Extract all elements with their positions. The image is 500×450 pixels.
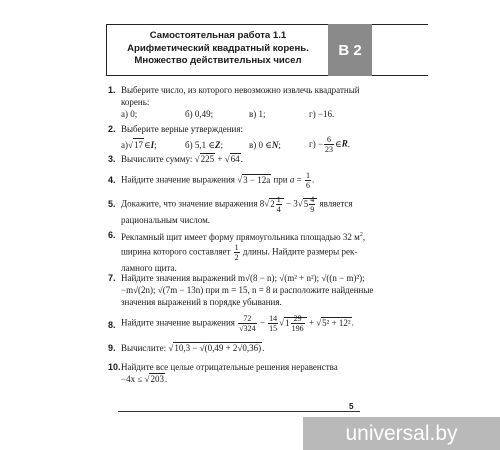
- fraction: [268, 314, 278, 333]
- whole-part: 1: [285, 317, 290, 328]
- task-text-row: Найдите значение выражения $\frac{72}{√324}$ − $\frac{14}{15}$ √1 $\frac{29}{196}$ + √5² + 12².: [121, 314, 354, 333]
- option-a: а) 0;: [121, 109, 138, 119]
- numerator: 1: [234, 243, 239, 252]
- footer-rule: [118, 411, 360, 412]
- radicand: 64: [230, 154, 240, 164]
- punct: .: [311, 174, 315, 185]
- radicand: 225: [200, 154, 215, 164]
- fraction: [309, 195, 315, 214]
- set-symbol: Z: [215, 139, 221, 150]
- task-text-line2: −m√(2n); √(7m − 13n) при m = 15, n = 8 и расположите найденные: [121, 285, 374, 295]
- punct: ,: [362, 232, 366, 242]
- task-number: 10.: [108, 362, 121, 372]
- whole-part: 5: [303, 198, 309, 209]
- denominator: 15: [269, 324, 278, 333]
- task-2: [108, 123, 380, 154]
- radicand: 203: [150, 374, 164, 384]
- task-10: [108, 361, 380, 385]
- denominator: 6: [305, 181, 310, 190]
- radicand: 5² + 12²: [322, 317, 351, 328]
- header-line-2: Арифметический квадратный корень.: [127, 42, 309, 54]
- header-title: [107, 30, 329, 68]
- task-number: 7.: [108, 273, 116, 283]
- numerator: 14: [269, 314, 278, 323]
- task-text-row: Вычислите сумму: √225 + √64.: [121, 154, 243, 164]
- radicand: 10,3 − √(0,49 + 2√0,36): [174, 343, 262, 353]
- fraction: [324, 135, 334, 154]
- punct: .: [351, 317, 354, 328]
- task-text-row: Докажите, что значение выражения 8√2 $\frac{1}{4}$ − 3√5 $\frac{4}{9}$ является: [121, 195, 353, 214]
- task-text: Вычислите:: [121, 343, 169, 353]
- task-text-line1: Найдите значения выражений m√(8 − n); √(m² + n²); √((n − m)²);: [121, 273, 365, 283]
- numerator: 4: [310, 195, 315, 204]
- radicand: [303, 195, 318, 214]
- set-symbol: I: [150, 140, 155, 150]
- punct: .: [262, 343, 265, 353]
- punct: ;: [220, 139, 224, 150]
- watermark: universal.by: [303, 417, 500, 450]
- option-c: в) 1;: [249, 109, 266, 119]
- punct: .: [240, 154, 243, 164]
- task-text: Вычислите сумму:: [121, 154, 195, 164]
- task-text-row: Вычислите: √10,3 − √(0,49 + 2√0,36).: [121, 343, 265, 353]
- punct: .: [347, 138, 350, 149]
- task-text-row: Найдите значение выражения √3 − 12a при a = $\frac{1}{6}$ .: [121, 171, 315, 190]
- task-9: [108, 342, 380, 354]
- task-text: Докажите, что значение выражения 8: [121, 198, 265, 209]
- operator: −: [257, 317, 268, 328]
- task-number: 5.: [108, 199, 116, 209]
- numerator: 1: [276, 195, 281, 204]
- option-d-label: г) −: [309, 138, 324, 149]
- task-5: [108, 195, 380, 226]
- task-number: 3.: [108, 154, 116, 164]
- header-line-3: Множество действительных чисел: [134, 55, 302, 66]
- task-text: ширина которого составляет: [121, 246, 233, 257]
- option-a-label: а): [121, 140, 128, 150]
- variable: a: [289, 174, 295, 185]
- task-text-mid: при: [271, 174, 290, 185]
- task-text: Найдите значение выражения: [121, 174, 238, 185]
- task-3: [108, 153, 380, 165]
- task-text: Найдите значение выражения: [121, 317, 238, 328]
- operator: +: [306, 317, 317, 328]
- numerator: 6: [324, 135, 334, 145]
- task-text: Найдите все целые отрицательные решения неравенства: [121, 362, 338, 372]
- header-line-1: Самостоятельная работа 1.1: [149, 30, 287, 41]
- task-number: 1.: [108, 85, 116, 95]
- superscript: 2: [359, 232, 363, 238]
- task-number: 4.: [108, 175, 116, 185]
- denominator: 9: [310, 205, 315, 214]
- radicand: 17: [133, 140, 143, 150]
- task-options: [121, 135, 380, 154]
- operator: − 3: [283, 198, 298, 209]
- option-b-label: б) 5,1 ∈: [185, 139, 215, 150]
- option-d-rel: ∈: [335, 138, 342, 149]
- task-number: 9.: [108, 343, 116, 353]
- operator: =: [294, 174, 304, 185]
- task-1: [108, 84, 380, 120]
- task-text-line2: рациональным числом.: [121, 215, 211, 225]
- task-text-row: [121, 229, 380, 243]
- fraction: [291, 314, 305, 333]
- option-c: [249, 139, 309, 151]
- task-text-line3: ламного щита.: [121, 263, 177, 273]
- denominator: √324: [239, 324, 256, 333]
- denominator: 23: [325, 145, 334, 154]
- operator: +: [215, 154, 225, 164]
- punct: ;: [278, 139, 281, 150]
- whole-part: 2: [270, 198, 275, 209]
- task-4: [108, 171, 380, 190]
- task-7: [108, 272, 380, 308]
- radicand: 3 − 12a: [243, 174, 271, 185]
- fraction: [305, 171, 311, 190]
- denominator: 196: [291, 324, 304, 333]
- task-number: 8.: [108, 320, 116, 330]
- task-text: Выберите число, из которого невозможно извлечь квадратный корень:: [121, 85, 360, 107]
- option-b: [185, 139, 249, 151]
- option-b: б) 0,49;: [185, 109, 214, 119]
- task-number: 2.: [108, 124, 116, 134]
- numerator: 1: [305, 171, 310, 180]
- task-text-row2: −4x ≤ √203.: [121, 374, 168, 384]
- set-symbol: N: [271, 139, 279, 150]
- numerator: 72: [238, 314, 256, 324]
- task-text: Выберите верные утверждения:: [121, 124, 243, 134]
- option-d: [309, 135, 350, 154]
- punct: .: [164, 374, 168, 384]
- set-symbol: R: [341, 138, 348, 149]
- variant-badge: В 2: [328, 24, 372, 76]
- punct: ;: [154, 140, 157, 150]
- task-text-cont: длины. Найдите размеры рек-: [240, 246, 358, 257]
- task-text-row2: [121, 243, 380, 262]
- task-options: [121, 108, 380, 120]
- denominator: 4: [276, 205, 281, 214]
- task-text-line3: значения выражений в порядке убывания.: [121, 297, 282, 307]
- fraction: [234, 243, 240, 262]
- fraction: [276, 195, 282, 214]
- header-box: [106, 24, 428, 76]
- option-c-label: в) 0 ∈: [249, 139, 272, 150]
- option-d: г) −16.: [309, 109, 335, 119]
- task-number: 6.: [108, 230, 116, 240]
- task-text: Рекламный щит имеет форму прямоугольника площадью 32 м: [121, 232, 360, 242]
- fraction: [238, 314, 256, 333]
- task-text-end: является: [317, 198, 353, 209]
- page-number: 5: [349, 402, 354, 411]
- radicand: [269, 195, 284, 214]
- task-6: [108, 229, 380, 274]
- task-8: [108, 314, 380, 333]
- radicand: [284, 314, 307, 333]
- option-a: а)√17∈I;: [121, 140, 157, 150]
- option-a-rel: ∈: [143, 140, 151, 150]
- numerator: 29: [291, 314, 305, 324]
- denominator: 2: [234, 253, 239, 262]
- inequality: −4x ≤: [121, 374, 145, 384]
